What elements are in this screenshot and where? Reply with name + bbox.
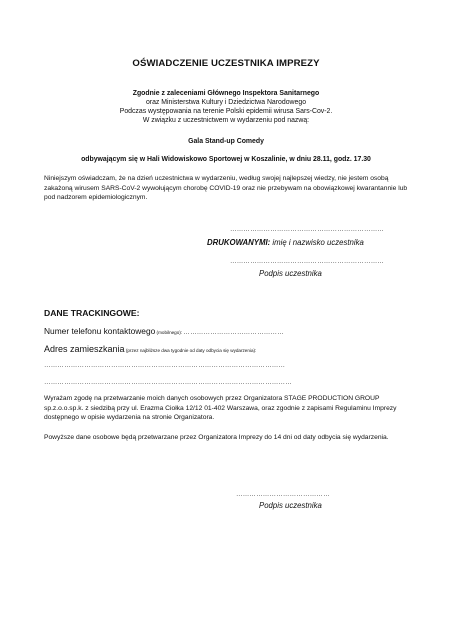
phone-label: Numer telefonu kontaktowego — [44, 326, 156, 336]
consent-paragraph: Wyrażam zgodę na przetwarzanie moich danych osobowych przez Organizatora STAGE PRODUCTION GROUP sp.z.o.o.sp.k. z siedzibą przy ul. Erazma Ciołka 12/12 01-402 Warszawa, oraz zgodnie z zapisami Regulaminu Imprezy dostępnego w opisie wydarzenia na stronie Organizatora. — [44, 395, 397, 422]
retention-paragraph: Powyższe dane osobowe będą przetwarzane przez Organizatora Imprezy do 14 dni od daty odbycia się wydarzenia. — [44, 434, 389, 441]
intro-line-3: Podczas występowania na terenie Polski epidemii wirusa Sars-Cov-2. — [119, 108, 333, 115]
signature-label: Podpis uczestnika — [259, 269, 322, 278]
name-dotted-line[interactable]: …………………………………………………………… — [230, 226, 385, 233]
address-label: Adres zamieszkania — [44, 344, 125, 354]
address-row — [44, 339, 256, 357]
phone-row — [44, 321, 284, 339]
document-title: OŚWIADCZENIE UCZESTNIKA IMPREZY — [132, 58, 320, 69]
final-signature-label: Podpis uczestnika — [259, 501, 322, 510]
event-name: Gala Stand-up Comedy — [188, 138, 264, 145]
address-line-2[interactable]: ………………………………………………………………………………………………… — [44, 379, 292, 386]
phone-note: (mobilnego): — [155, 330, 184, 335]
intro-line-1: Zgodnie z zaleceniami Głównego Inspektora Sanitarnego — [132, 90, 320, 97]
intro-line-2: oraz Ministerstwa Kultury i Dziedzictwa Narodowego — [145, 99, 307, 106]
tracking-heading: DANE TRACKINGOWE: — [44, 308, 140, 318]
name-label-emphasis: DRUKOWANYMI: — [207, 238, 271, 247]
event-details: odbywającym się w Hali Widowiskowo Sportowej w Koszalinie, w dniu 28.11, godz. 17.30 — [81, 156, 371, 163]
signature-dotted-line[interactable]: …………………………………………………………… — [230, 258, 385, 265]
address-note: (przez najbliższe dwa tygodnie od daty odbycia się wydarzenia): — [124, 348, 257, 353]
address-line-1[interactable]: ……………………………………………………………………………………………… — [44, 362, 286, 369]
declaration-paragraph: Niniejszym oświadczam, że na dzień uczestnictwa w wydarzeniu, według swojej najlepszej wiedzy, nie jestem osobą zakażoną wirusem SARS-CoV-2 wywołującym chorobę COVID-19 oraz nie przebywam na obowiązkowej kwarantannie lub pod nadzorem epidemiologicznym. — [44, 175, 408, 202]
phone-dotted-line[interactable]: ……………………………………… — [183, 329, 284, 336]
name-label-rest: imię i nazwisko uczestnika — [270, 238, 364, 247]
intro-line-4: W związku z uczestnictwem w wydarzeniu pod nazwą: — [142, 117, 310, 124]
name-field-label — [207, 238, 364, 247]
final-signature-dotted-line[interactable]: …………………………………… — [236, 491, 330, 498]
